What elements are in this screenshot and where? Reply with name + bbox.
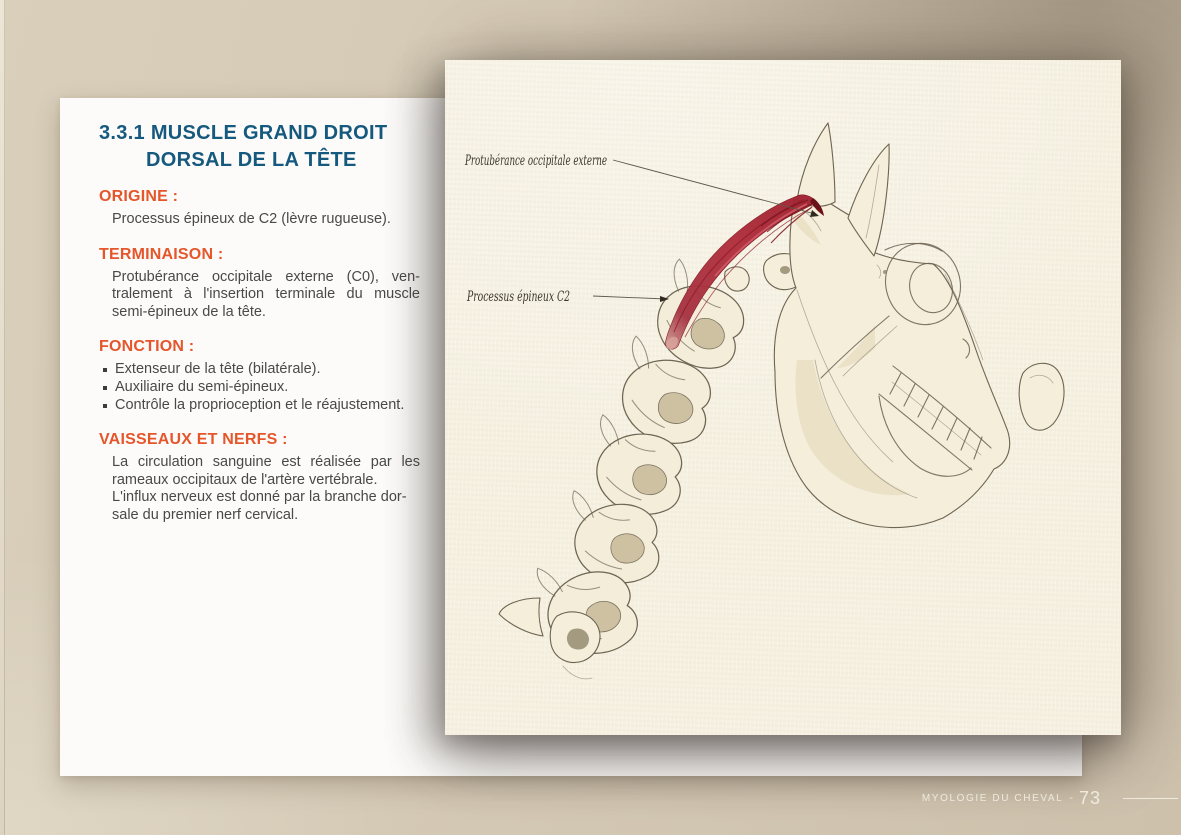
fonction-bullet	[103, 397, 420, 415]
label-protuberance-occipitale: Protubérance occipitale externe	[464, 153, 607, 169]
terminaison-text-line: semi-épineux de la tête.	[112, 303, 266, 320]
origine-heading: ORIGINE :	[99, 188, 179, 205]
page-title-line1: 3.3.1 MUSCLE GRAND DROIT	[99, 122, 388, 144]
vaisseaux-section	[99, 431, 439, 524]
bullet-square	[103, 368, 107, 372]
vaisseaux-text-line: L'influx nerveux est donné par la branche dor-	[112, 489, 407, 506]
page-title	[99, 120, 439, 174]
vaisseaux-heading: VAISSEAUX ET NERFS :	[99, 431, 288, 449]
fonction-bullet-text: Contrôle la proprioception et le réajustement.	[115, 396, 405, 413]
fonction-section	[99, 338, 439, 414]
fonction-bullet	[103, 379, 420, 397]
fonction-bullet-text: Auxiliaire du semi-épineux.	[115, 378, 289, 395]
page-footer	[922, 787, 1178, 809]
horse-skull-sketch	[774, 123, 1064, 528]
fonction-heading: FONCTION :	[99, 338, 195, 356]
occipital-blade-front	[797, 123, 835, 206]
origine-text: Processus épineux de C2 (lèvre rugueuse).	[112, 211, 391, 227]
muscle-description	[99, 120, 439, 525]
footer-rule	[1123, 798, 1178, 799]
footer-separator: -	[1069, 792, 1073, 804]
leader-line-occipital	[613, 160, 815, 214]
cervical-vertebrae-sketch	[499, 254, 806, 679]
premaxilla-fragment	[1019, 363, 1064, 430]
fonction-bullet	[103, 361, 420, 379]
origine-section	[99, 188, 439, 229]
label-processus-epineux-c2: Processus épineux C2	[466, 289, 570, 305]
footer-book-title: MYOLOGIE DU CHEVAL	[921, 792, 1064, 804]
terminaison-section	[99, 246, 439, 322]
footer-page-number: 73	[1078, 787, 1101, 808]
page-left-edge	[0, 0, 5, 835]
illustration-paper	[445, 60, 1121, 735]
terminaison-heading: TERMINAISON :	[99, 245, 224, 263]
fonction-bullet-text: Extenseur de la tête (bilatérale).	[115, 361, 321, 378]
terminaison-text-line: Protubérance occipitale externe (C0), ven-	[112, 268, 420, 285]
terminaison-text-line: tralement à l'insertion terminale du muscle	[112, 286, 420, 303]
vaisseaux-text-line: La circulation sanguine est réalisée par les	[112, 454, 420, 471]
leader-line-c2	[593, 296, 666, 299]
vaisseaux-text-line: sale du premier nerf cervical.	[112, 506, 299, 523]
vaisseaux-text-line: rameaux occipitaux de l'artère vertébrale.	[112, 471, 378, 488]
bullet-square	[103, 386, 107, 390]
page-title-line2: DORSAL DE LA TÊTE	[146, 149, 357, 171]
bullet-square	[103, 404, 107, 408]
anatomical-drawing	[445, 60, 1121, 735]
